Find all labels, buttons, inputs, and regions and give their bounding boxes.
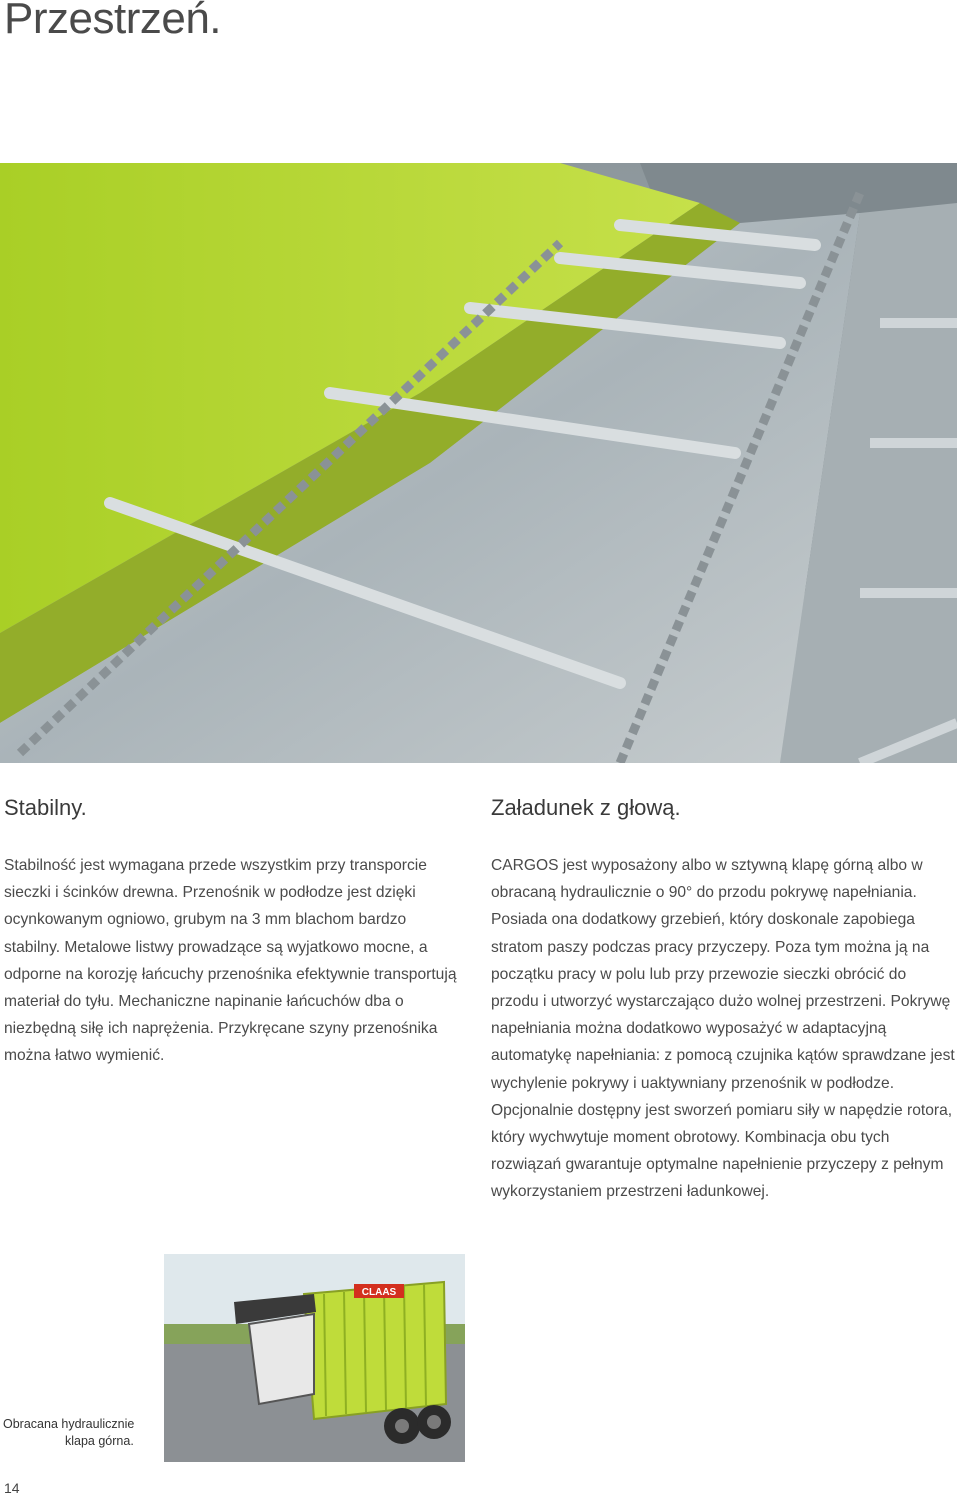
trailer-illustration [164, 1254, 465, 1462]
conveyor-floor-illustration [0, 163, 957, 763]
right-heading: Załadunek z głową. [491, 795, 681, 820]
left-body-text: Stabilność jest wymagana przede wszystkim przy transporcie sieczki i ścinków drewna. Przenośnik w podłodze jest dzięki ocynkowanym ogniowo, grubym na 3 mm blachom bardzo stabilny. Metalowe listwy prowadzące są wyjatkowo mocne, a odporne na korozję łańcuchy przenośnika efektywnie transportują materiał do tyłu. Mechaniczne napinanie łańcuchów dba o niezbędną siłę ich naprężenia. Przykręcane szyny przenośnika można łatwo wymienić. [4, 857, 457, 1065]
left-heading: Stabilny. [4, 795, 87, 820]
page-number: 14 [4, 1480, 20, 1496]
brand-label: CLAAS [361, 1287, 397, 1298]
photo-caption-box [0, 1413, 140, 1462]
page-title: Przestrzeń. [4, 0, 222, 43]
conveyor-floor-photo [0, 163, 957, 763]
caption-line-1: Obracana hydraulicznie [3, 1417, 135, 1431]
trailer-photo [164, 1254, 465, 1462]
caption-line-2: klapa górna. [65, 1434, 134, 1448]
right-column [491, 795, 957, 1206]
right-body-text: CARGOS jest wyposażony albo w sztywną klapę górną albo w obracaną hydraulicznie o 90° do przodu pokrywę napełniania. Posiada ona dodatkowy grzebień, który doskonale zapobiega stratom paszy podczas pracy przyczepy. Poza tym można ją na początku pracy w polu lub przy przewozie sieczki obrócić do przodu i utworzyć wystarczająco dużo wolnej przestrzeni. Pokrywę napełniania można dodatkowo wyposażyć w adaptacyjną automatykę napełniania: z pomocą czujnika kątów sprawdzane jest wychylenie pokrywy i uaktywniany przenośnik w podłodze. Opcjonalnie dostępny jest sworzeń pomiaru siły w napędzie rotora, który wychwytuje moment obrotowy. Kombinacja obu tych rozwiązań gwarantuje optymalne napełnienie przyczepy z pełnym wykorzystaniem przestrzeni ładunkowej. [491, 857, 955, 1201]
left-column [4, 795, 462, 1070]
photo-caption [3, 1416, 137, 1450]
